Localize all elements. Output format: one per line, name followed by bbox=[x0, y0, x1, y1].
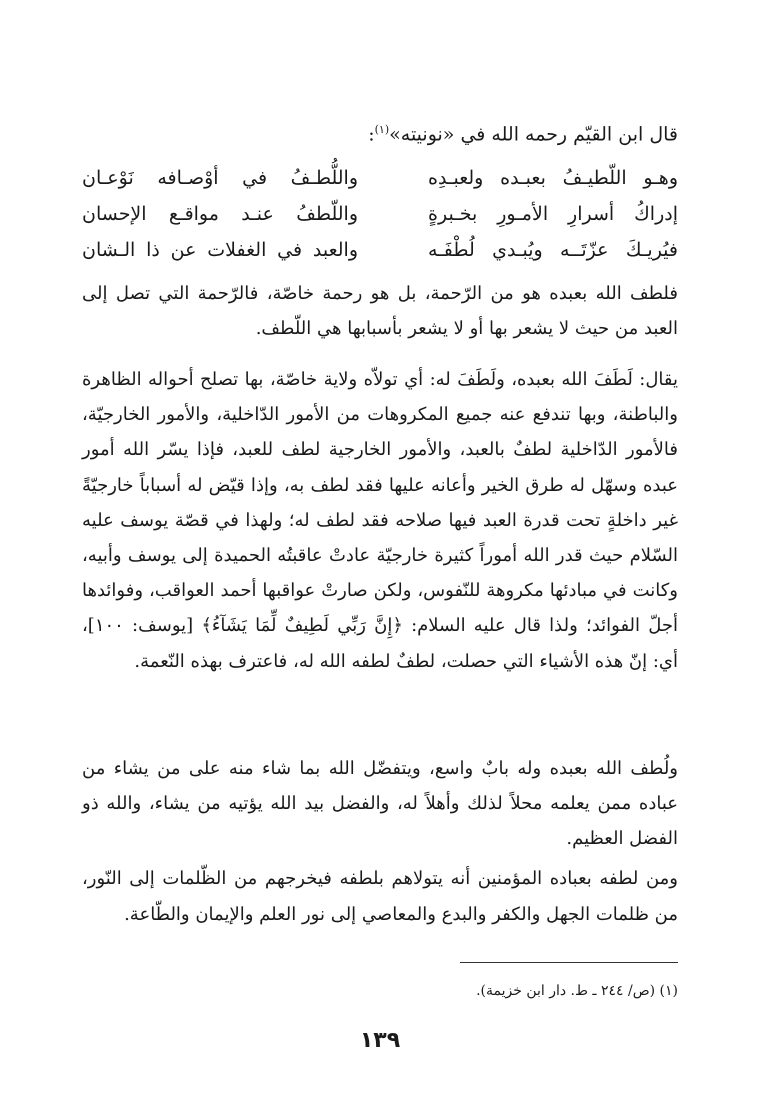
intro-text: قال ابن القيّم رحمه الله في «نونيته» bbox=[389, 123, 678, 146]
footnote: (١) (ص/ ٢٤٤ ـ ط. دار ابن خزيمة). bbox=[476, 983, 678, 999]
poem-verse bbox=[82, 232, 678, 268]
intro-colon: : bbox=[368, 123, 375, 146]
verse-first-hemistich: فيُريـكَ عزّتَــه ويُبـدي لُطْفَـه bbox=[428, 239, 678, 261]
paragraph-kindness-to-believers: ومن لطفه بعباده المؤمنين أنه يتولاهم بلطفه فيخرجهم من الظّلمات إلى النّور، من ظلمات الجهل والكفر والبدع والمعاصي إلى نور العلم والإيمان والطّاعة. bbox=[82, 868, 678, 925]
verse-first-hemistich: إدراكُ أسرارِ الأمـورِ بخـبرةٍ bbox=[428, 203, 678, 225]
verse-first-hemistich: وهـو اللّطيـفُ بعبـده ولعبـدِه bbox=[428, 167, 678, 189]
poem-verse bbox=[82, 196, 678, 232]
verse-second-hemistich: والعبد في الغفلات عن ذا الـشان bbox=[82, 239, 358, 261]
poem-verse bbox=[82, 160, 678, 196]
paragraph-wide-door-of-kindness: ولُطف الله بعبده وله بابٌ واسع، ويتفضّل الله بما شاء منه على من يشاء من عباده ممن يعلمه محلاً لذلك وأهلاً له، والفضل بيد الله يؤتيه من يشاء، والله ذو الفضل العظيم. bbox=[82, 758, 678, 850]
poem bbox=[82, 160, 678, 268]
footnote-divider bbox=[460, 962, 678, 963]
page-number: ١٣٩ bbox=[359, 1028, 401, 1053]
verse-second-hemistich: واللّطفُ عنـد مواقـع الإحسان bbox=[82, 203, 358, 225]
poem-intro bbox=[368, 116, 678, 148]
verse-second-hemistich: واللُّطـفُ في أوْصـافه نَوْعـان bbox=[82, 167, 358, 189]
paragraph-divine-kindness-definition: فلطف الله بعبده هو من الرّحمة، بل هو رحمة خاصّة، فالرّحمة التي تصل إلى العبد من حيث لا يشعر بها أو لا يشعر بأسبابها هي اللّطف. bbox=[82, 283, 678, 340]
footnote-reference: (١) bbox=[374, 123, 390, 136]
paragraph-kindness-explanation: يقال: لَطَفَ الله بعبده، ولَطَفَ له: أي تولاّه ولاية خاصّة، بها تصلح أحواله الظاهرة والباطنة، وبها تندفع عنه جميع المكروهات من الأمور الدّاخلية، والأمور الخارجيّة، فالأمور الدّاخلية لطفٌ بالعبد، والأمور الخارجية لطف للعبد، فإذا يسّر الله أمور عبده وسهّل له طرق الخير وأعانه عليها فقد لطف به، وإذا قيّض له أسباباً خارجيّةً غير داخلةٍ تحت قدرة العبد فيها صلاحه فقد لطف له؛ ولهذا في قصّة يوسف عليه السّلام حيث قدر الله أموراً كثيرة خارجيّة عادتْ عاقبتُه الحميدة إلى يوسف وأبيه، وكانت في مبادئها مكروهة للنّفوس، ولكن صارتْ عواقبها أحمد العواقب، وفوائدها أجلّ الفوائد؛ ولذا قال عليه السلام: ﴿إِنَّ رَبِّي لَطِيفٌ لِّمَا يَشَآءُ﴾ [يوسف: ١٠٠]، أي: إنّ هذه الأشياء التي حصلت، لطفٌ لطفه الله له، فاعترف بهذه النّعمة. bbox=[82, 369, 678, 672]
